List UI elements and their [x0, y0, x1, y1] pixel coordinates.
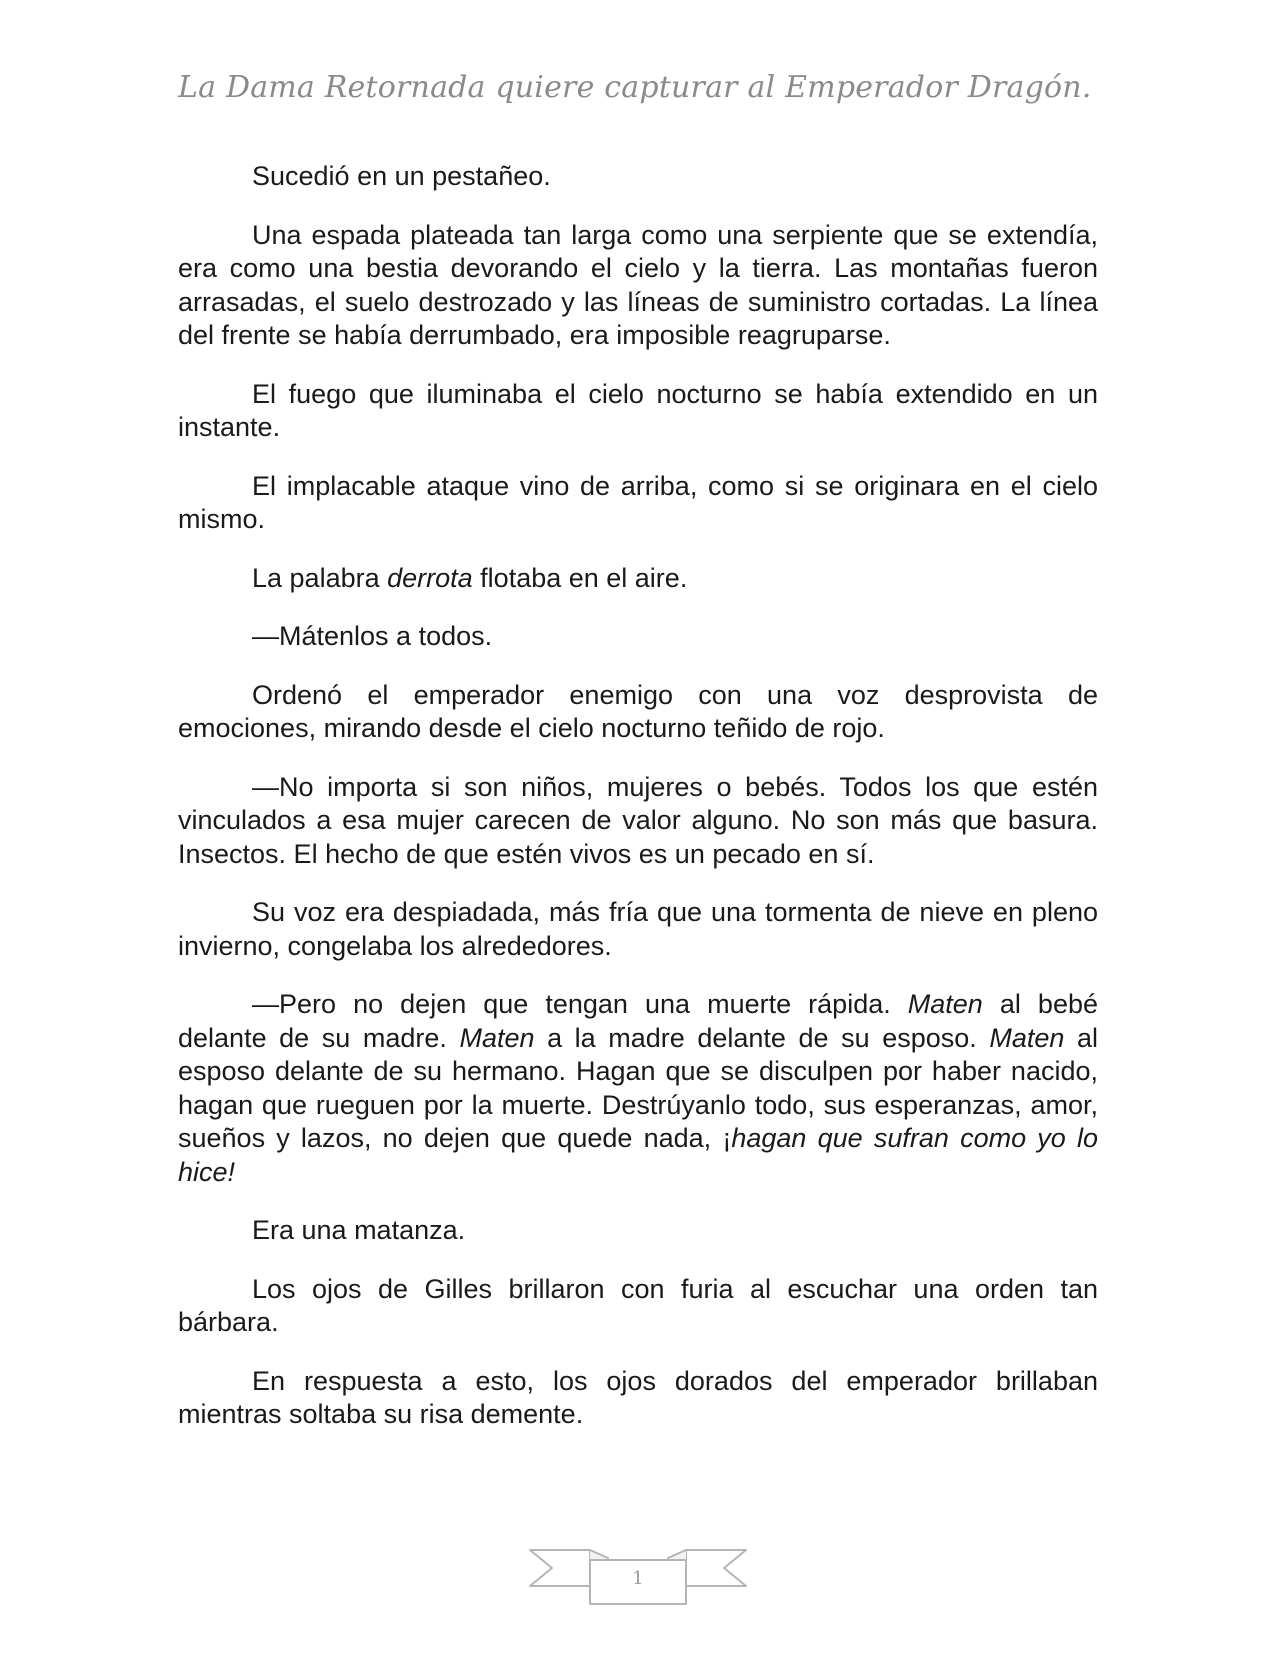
paragraph: Era una matanza. — [252, 1215, 466, 1245]
paragraph: Sucedió en un pestañeo. — [252, 161, 551, 191]
paragraph: Ordenó el emperador enemigo con una voz desprovista de emociones, mirando desde el cielo nocturno teñido de rojo. — [178, 679, 1098, 743]
italic-run: Maten — [459, 1022, 535, 1053]
text-run: al esposo delante de su hermano. Hagan que se disculpen por haber nacido, hagan que rueguen por la muerte. Destrúyanlo todo, sus esperanzas, amor, sueños y lazos, no dejen que quede nada, ¡ — [178, 1022, 1098, 1153]
italic-run: Maten — [989, 1022, 1065, 1053]
text-run: flotaba en el aire. — [472, 562, 688, 593]
paragraph: Su voz era despiadada, más fría que una tormenta de nieve en pleno invierno, congelaba los alrededores. — [178, 897, 1098, 961]
paragraph — [178, 988, 1098, 1189]
italic-run: Maten — [907, 989, 983, 1019]
paragraph: —No importa si son niños, mujeres o bebés. Todos los que estén vinculados a esa mujer carecen de valor alguno. No son más que basura. Insectos. El hecho de que estén vivos es un pecado en sí. — [178, 771, 1098, 869]
ribbon-right-tail — [686, 1550, 746, 1586]
ribbon-left-tail — [530, 1550, 590, 1586]
paragraph — [178, 562, 1098, 596]
paragraph: —Mátenlos a todos. — [252, 621, 493, 651]
page-number: 1 — [632, 1568, 644, 1589]
text-run: al bebé delante de su madre. — [178, 989, 1099, 1053]
paragraph: Una espada plateada tan larga como una serpiente que se extendía, era como una bestia devorando el cielo y la tierra. Las montañas fueron arrasadas, el suelo destrozado y las líneas de suministro cortadas. La línea del frente se había derrumbado, era imposible reagruparse. — [178, 219, 1098, 350]
paragraph: Los ojos de Gilles brillaron con furia al escuchar una orden tan bárbara. — [178, 1273, 1098, 1337]
paragraph: El fuego que iluminaba el cielo nocturno se había extendido en un instante. — [178, 378, 1098, 442]
text-run: —Pero no dejen que tengan una muerte rápida. — [252, 989, 908, 1019]
italic-run: hagan que sufran como yo lo hice! — [178, 1123, 1099, 1187]
paragraph: En respuesta a esto, los ojos dorados del emperador brillaban mientras soltaba su risa demente. — [178, 1365, 1098, 1429]
paragraph: El implacable ataque vino de arriba, como si se originara en el cielo mismo. — [178, 470, 1098, 534]
italic-run: derrota — [387, 562, 473, 593]
text-run: La palabra — [252, 562, 388, 593]
text-run: a la madre delante de su esposo. — [534, 1022, 990, 1053]
running-header: La Dama Retornada quiere capturar al Emperador Dragón. — [178, 70, 1092, 105]
chapter-body — [178, 160, 1098, 1457]
